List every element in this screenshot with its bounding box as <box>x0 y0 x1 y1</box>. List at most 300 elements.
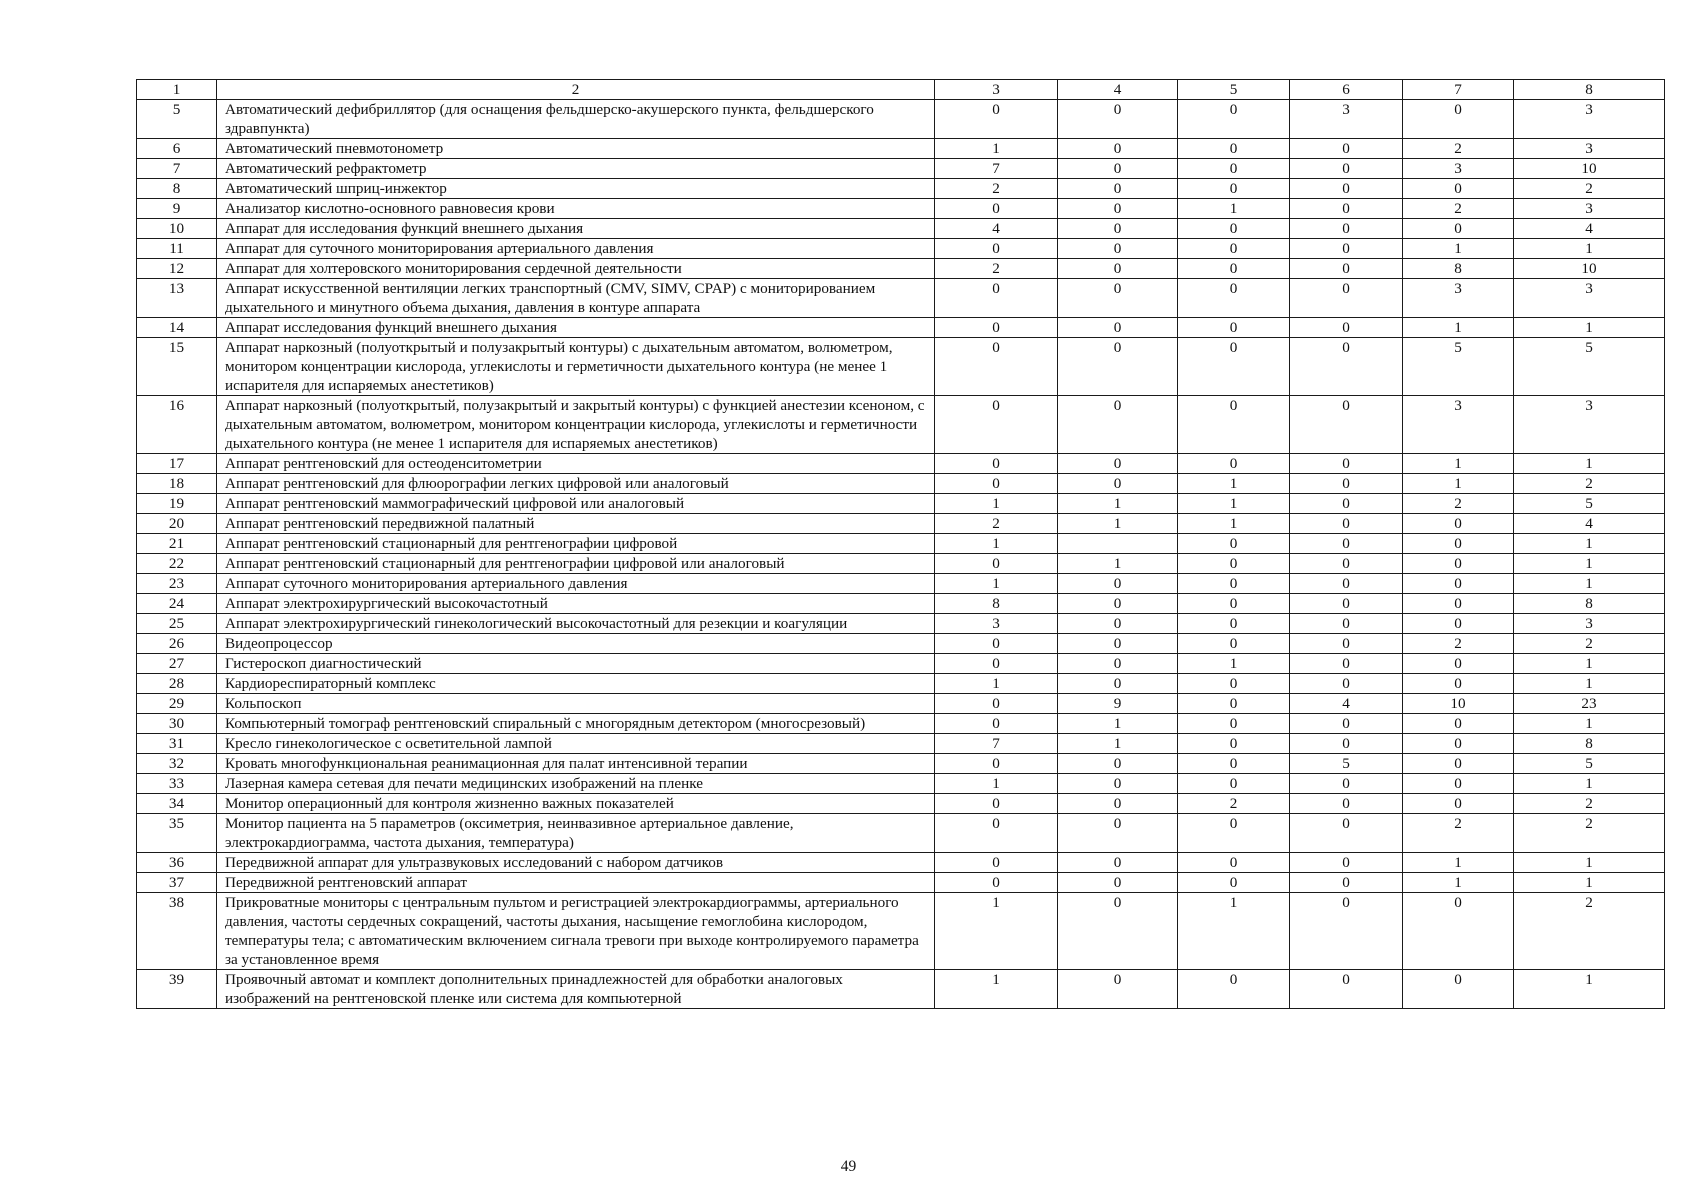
qty-col-4-cell: 0 <box>1058 159 1178 179</box>
row-number-cell: 10 <box>137 219 217 239</box>
qty-col-6-cell: 0 <box>1290 654 1403 674</box>
table-row <box>137 100 1665 139</box>
qty-col-4-cell: 1 <box>1058 714 1178 734</box>
qty-col-4-cell: 0 <box>1058 774 1178 794</box>
equipment-name-cell: Автоматический рефрактометр <box>217 159 935 179</box>
row-number-cell: 20 <box>137 514 217 534</box>
equipment-name-cell: Аппарат рентгеновский для остеоденситометрии <box>217 454 935 474</box>
row-number-cell: 28 <box>137 674 217 694</box>
qty-col-7-cell: 0 <box>1403 179 1514 199</box>
qty-total-cell: 4 <box>1514 514 1665 534</box>
qty-col-6-cell: 0 <box>1290 199 1403 219</box>
qty-col-7-cell: 0 <box>1403 614 1514 634</box>
equipment-name-cell: Прикроватные мониторы с центральным пультом и регистрацией электрокардиограммы, артериального давления, частоты сердечных сокращений, частоты дыхания, насыщение гемоглобина кислородом, температуры тела; с автоматическим включением сигнала тревоги при выходе контролируемого параметра за установленное время <box>217 893 935 970</box>
header-cell-col-7: 7 <box>1403 80 1514 100</box>
qty-col-7-cell: 1 <box>1403 474 1514 494</box>
qty-col-5-cell: 0 <box>1178 574 1290 594</box>
qty-col-3-cell: 0 <box>935 754 1058 774</box>
qty-col-5-cell: 0 <box>1178 396 1290 454</box>
qty-col-6-cell: 0 <box>1290 239 1403 259</box>
qty-total-cell: 1 <box>1514 970 1665 1009</box>
qty-col-7-cell: 2 <box>1403 494 1514 514</box>
qty-col-6-cell: 0 <box>1290 594 1403 614</box>
qty-col-7-cell: 1 <box>1403 853 1514 873</box>
qty-col-3-cell: 0 <box>935 853 1058 873</box>
table-row <box>137 159 1665 179</box>
qty-total-cell: 5 <box>1514 338 1665 396</box>
table-row <box>137 614 1665 634</box>
qty-col-7-cell: 1 <box>1403 318 1514 338</box>
qty-col-6-cell: 0 <box>1290 774 1403 794</box>
qty-col-3-cell: 0 <box>935 279 1058 318</box>
qty-col-4-cell: 0 <box>1058 674 1178 694</box>
header-cell-col-8: 8 <box>1514 80 1665 100</box>
qty-total-cell: 1 <box>1514 774 1665 794</box>
qty-col-3-cell: 0 <box>935 396 1058 454</box>
equipment-name-cell: Аппарат искусственной вентиляции легких транспортный (CMV, SIMV, CPAP) с мониторированием дыхательного и минутного объема дыхания, давления в контуре аппарата <box>217 279 935 318</box>
equipment-name-cell: Лазерная камера сетевая для печати медицинских изображений на пленке <box>217 774 935 794</box>
table-row <box>137 259 1665 279</box>
equipment-name-cell: Кольпоскоп <box>217 694 935 714</box>
row-number-cell: 14 <box>137 318 217 338</box>
qty-col-5-cell: 0 <box>1178 100 1290 139</box>
qty-col-6-cell: 0 <box>1290 318 1403 338</box>
table-row <box>137 574 1665 594</box>
equipment-name-cell: Аппарат для исследования функций внешнего дыхания <box>217 219 935 239</box>
qty-col-5-cell: 0 <box>1178 754 1290 774</box>
equipment-name-cell: Аппарат для холтеровского мониторирования сердечной деятельности <box>217 259 935 279</box>
qty-col-5-cell: 1 <box>1178 494 1290 514</box>
qty-col-4-cell: 0 <box>1058 279 1178 318</box>
qty-col-6-cell: 0 <box>1290 396 1403 454</box>
qty-col-5-cell: 0 <box>1178 594 1290 614</box>
qty-total-cell: 1 <box>1514 534 1665 554</box>
qty-col-3-cell: 3 <box>935 614 1058 634</box>
qty-col-3-cell: 1 <box>935 139 1058 159</box>
equipment-name-cell: Аппарат рентгеновский для флюорографии легких цифровой или аналоговый <box>217 474 935 494</box>
qty-col-3-cell: 0 <box>935 654 1058 674</box>
row-number-cell: 25 <box>137 614 217 634</box>
qty-col-6-cell: 0 <box>1290 454 1403 474</box>
qty-col-3-cell: 0 <box>935 338 1058 396</box>
qty-col-3-cell: 2 <box>935 179 1058 199</box>
equipment-name-cell: Кресло гинекологическое с осветительной лампой <box>217 734 935 754</box>
table-row <box>137 794 1665 814</box>
qty-col-6-cell: 0 <box>1290 634 1403 654</box>
qty-col-7-cell: 2 <box>1403 634 1514 654</box>
qty-col-4-cell: 0 <box>1058 318 1178 338</box>
qty-col-4-cell: 0 <box>1058 754 1178 774</box>
qty-col-5-cell: 0 <box>1178 318 1290 338</box>
qty-col-3-cell: 1 <box>935 534 1058 554</box>
qty-col-7-cell: 2 <box>1403 814 1514 853</box>
row-number-cell: 38 <box>137 893 217 970</box>
row-number-cell: 19 <box>137 494 217 514</box>
qty-col-5-cell: 0 <box>1178 534 1290 554</box>
qty-col-6-cell: 0 <box>1290 514 1403 534</box>
qty-col-7-cell: 0 <box>1403 219 1514 239</box>
qty-col-4-cell: 1 <box>1058 734 1178 754</box>
qty-total-cell: 2 <box>1514 794 1665 814</box>
qty-col-7-cell: 0 <box>1403 970 1514 1009</box>
qty-col-4-cell <box>1058 534 1178 554</box>
qty-col-5-cell: 1 <box>1178 199 1290 219</box>
qty-col-3-cell: 1 <box>935 970 1058 1009</box>
qty-col-3-cell: 4 <box>935 219 1058 239</box>
row-number-cell: 9 <box>137 199 217 219</box>
qty-col-4-cell: 0 <box>1058 219 1178 239</box>
qty-col-4-cell: 0 <box>1058 654 1178 674</box>
table-row <box>137 970 1665 1009</box>
qty-total-cell: 1 <box>1514 714 1665 734</box>
qty-col-6-cell: 0 <box>1290 674 1403 694</box>
qty-total-cell: 3 <box>1514 199 1665 219</box>
qty-col-5-cell: 2 <box>1178 794 1290 814</box>
qty-col-6-cell: 0 <box>1290 219 1403 239</box>
page-number: 49 <box>840 1158 857 1175</box>
row-number-cell: 11 <box>137 239 217 259</box>
table-row <box>137 774 1665 794</box>
qty-col-4-cell: 0 <box>1058 199 1178 219</box>
qty-col-4-cell: 0 <box>1058 794 1178 814</box>
qty-total-cell: 1 <box>1514 853 1665 873</box>
qty-col-3-cell: 0 <box>935 634 1058 654</box>
row-number-cell: 26 <box>137 634 217 654</box>
qty-col-5-cell: 0 <box>1178 219 1290 239</box>
qty-total-cell: 8 <box>1514 734 1665 754</box>
table-row <box>137 814 1665 853</box>
qty-total-cell: 23 <box>1514 694 1665 714</box>
qty-col-3-cell: 0 <box>935 554 1058 574</box>
equipment-name-cell: Автоматический пневмотонометр <box>217 139 935 159</box>
qty-col-3-cell: 0 <box>935 814 1058 853</box>
qty-total-cell: 1 <box>1514 454 1665 474</box>
qty-col-5-cell: 1 <box>1178 474 1290 494</box>
qty-col-3-cell: 0 <box>935 239 1058 259</box>
qty-col-5-cell: 0 <box>1178 279 1290 318</box>
qty-total-cell: 2 <box>1514 814 1665 853</box>
table-row <box>137 594 1665 614</box>
equipment-name-cell: Аппарат наркозный (полуоткрытый, полузакрытый и закрытый контуры) с функцией анестезии ксеноном, с дыхательным автоматом, волюметром, монитором концентрации кислорода, углекислоты и герметичности дыхательного контура (не менее 1 испарителя для испаряемых анестетиков) <box>217 396 935 454</box>
qty-col-7-cell: 0 <box>1403 734 1514 754</box>
row-number-cell: 21 <box>137 534 217 554</box>
equipment-name-cell: Аппарат для суточного мониторирования артериального давления <box>217 239 935 259</box>
qty-col-4-cell: 0 <box>1058 179 1178 199</box>
qty-col-6-cell: 0 <box>1290 554 1403 574</box>
equipment-name-cell: Кровать многофункциональная реанимационная для палат интенсивной терапии <box>217 754 935 774</box>
table-header-row <box>137 80 1665 100</box>
table-row <box>137 694 1665 714</box>
qty-col-5-cell: 0 <box>1178 714 1290 734</box>
qty-col-7-cell: 2 <box>1403 199 1514 219</box>
qty-col-3-cell: 1 <box>935 494 1058 514</box>
row-number-cell: 27 <box>137 654 217 674</box>
qty-col-7-cell: 0 <box>1403 674 1514 694</box>
qty-col-4-cell: 0 <box>1058 396 1178 454</box>
table-row <box>137 474 1665 494</box>
row-number-cell: 34 <box>137 794 217 814</box>
qty-col-3-cell: 0 <box>935 794 1058 814</box>
qty-col-4-cell: 0 <box>1058 259 1178 279</box>
qty-col-4-cell: 0 <box>1058 853 1178 873</box>
header-cell-col-6: 6 <box>1290 80 1403 100</box>
qty-col-6-cell: 0 <box>1290 734 1403 754</box>
qty-col-6-cell: 0 <box>1290 794 1403 814</box>
qty-col-7-cell: 10 <box>1403 694 1514 714</box>
row-number-cell: 29 <box>137 694 217 714</box>
qty-total-cell: 3 <box>1514 139 1665 159</box>
qty-col-5-cell: 1 <box>1178 514 1290 534</box>
equipment-name-cell: Аппарат электрохирургический высокочастотный <box>217 594 935 614</box>
table-body <box>137 100 1665 1009</box>
equipment-name-cell: Компьютерный томограф рентгеновский спиральный с многорядным детектором (многосрезовый) <box>217 714 935 734</box>
table-row <box>137 893 1665 970</box>
qty-total-cell: 10 <box>1514 159 1665 179</box>
equipment-name-cell: Аппарат рентгеновский стационарный для рентгенографии цифровой <box>217 534 935 554</box>
qty-col-7-cell: 1 <box>1403 873 1514 893</box>
qty-total-cell: 1 <box>1514 674 1665 694</box>
qty-col-5-cell: 0 <box>1178 614 1290 634</box>
row-number-cell: 8 <box>137 179 217 199</box>
qty-col-4-cell: 0 <box>1058 634 1178 654</box>
qty-col-7-cell: 8 <box>1403 259 1514 279</box>
qty-total-cell: 2 <box>1514 893 1665 970</box>
qty-col-3-cell: 0 <box>935 714 1058 734</box>
equipment-name-cell: Видеопроцессор <box>217 634 935 654</box>
equipment-table <box>136 79 1665 1009</box>
qty-total-cell: 1 <box>1514 318 1665 338</box>
table-row <box>137 239 1665 259</box>
table-row <box>137 554 1665 574</box>
qty-col-6-cell: 0 <box>1290 873 1403 893</box>
row-number-cell: 15 <box>137 338 217 396</box>
equipment-name-cell: Проявочный автомат и комплект дополнительных принадлежностей для обработки аналоговых изображений на рентгеновской пленке или система для компьютерной <box>217 970 935 1009</box>
qty-col-4-cell: 0 <box>1058 239 1178 259</box>
qty-col-7-cell: 0 <box>1403 774 1514 794</box>
qty-col-7-cell: 0 <box>1403 514 1514 534</box>
qty-col-6-cell: 0 <box>1290 614 1403 634</box>
qty-total-cell: 1 <box>1514 654 1665 674</box>
qty-col-7-cell: 3 <box>1403 279 1514 318</box>
qty-total-cell: 4 <box>1514 219 1665 239</box>
qty-total-cell: 2 <box>1514 634 1665 654</box>
equipment-name-cell: Кардиореспираторный комплекс <box>217 674 935 694</box>
qty-col-7-cell: 5 <box>1403 338 1514 396</box>
equipment-name-cell: Аппарат рентгеновский передвижной палатный <box>217 514 935 534</box>
qty-col-6-cell: 5 <box>1290 754 1403 774</box>
qty-col-6-cell: 0 <box>1290 474 1403 494</box>
table-row <box>137 454 1665 474</box>
qty-col-4-cell: 0 <box>1058 893 1178 970</box>
qty-col-6-cell: 0 <box>1290 574 1403 594</box>
qty-total-cell: 1 <box>1514 574 1665 594</box>
equipment-name-cell: Аппарат рентгеновский стационарный для рентгенографии цифровой или аналоговый <box>217 554 935 574</box>
table-row <box>137 338 1665 396</box>
table-row <box>137 179 1665 199</box>
qty-col-4-cell: 0 <box>1058 970 1178 1009</box>
qty-col-4-cell: 0 <box>1058 574 1178 594</box>
qty-col-3-cell: 0 <box>935 474 1058 494</box>
qty-col-7-cell: 0 <box>1403 554 1514 574</box>
qty-col-7-cell: 0 <box>1403 754 1514 774</box>
qty-col-4-cell: 1 <box>1058 514 1178 534</box>
qty-col-3-cell: 0 <box>935 100 1058 139</box>
row-number-cell: 24 <box>137 594 217 614</box>
qty-col-7-cell: 0 <box>1403 654 1514 674</box>
qty-col-5-cell: 0 <box>1178 554 1290 574</box>
row-number-cell: 16 <box>137 396 217 454</box>
qty-col-6-cell: 0 <box>1290 534 1403 554</box>
equipment-name-cell: Аппарат наркозный (полуоткрытый и полузакрытый контуры) с дыхательным автоматом, волюметром, монитором концентрации кислорода, углекислоты и герметичности дыхательного контура (не менее 1 испарителя для испаряемых анестетиков) <box>217 338 935 396</box>
equipment-name-cell: Монитор операционный для контроля жизненно важных показателей <box>217 794 935 814</box>
qty-col-5-cell: 1 <box>1178 893 1290 970</box>
qty-col-3-cell: 0 <box>935 694 1058 714</box>
qty-col-3-cell: 2 <box>935 514 1058 534</box>
qty-col-5-cell: 0 <box>1178 259 1290 279</box>
qty-total-cell: 2 <box>1514 179 1665 199</box>
qty-col-3-cell: 7 <box>935 159 1058 179</box>
row-number-cell: 7 <box>137 159 217 179</box>
qty-col-5-cell: 0 <box>1178 674 1290 694</box>
row-number-cell: 23 <box>137 574 217 594</box>
qty-col-3-cell: 0 <box>935 454 1058 474</box>
row-number-cell: 17 <box>137 454 217 474</box>
qty-col-5-cell: 0 <box>1178 814 1290 853</box>
qty-col-7-cell: 1 <box>1403 454 1514 474</box>
table-row <box>137 139 1665 159</box>
qty-col-5-cell: 0 <box>1178 853 1290 873</box>
qty-total-cell: 1 <box>1514 873 1665 893</box>
qty-total-cell: 8 <box>1514 594 1665 614</box>
table-row <box>137 396 1665 454</box>
table-row <box>137 514 1665 534</box>
row-number-cell: 30 <box>137 714 217 734</box>
qty-col-4-cell: 0 <box>1058 873 1178 893</box>
table-row <box>137 754 1665 774</box>
qty-col-3-cell: 1 <box>935 893 1058 970</box>
table-row <box>137 199 1665 219</box>
equipment-name-cell: Монитор пациента на 5 параметров (оксиметрия, неинвазивное артериальное давление, электрокардиограмма, частота дыхания, температура) <box>217 814 935 853</box>
table-row <box>137 279 1665 318</box>
qty-col-6-cell: 0 <box>1290 853 1403 873</box>
qty-col-5-cell: 0 <box>1178 873 1290 893</box>
qty-col-7-cell: 0 <box>1403 100 1514 139</box>
table-row <box>137 318 1665 338</box>
qty-total-cell: 2 <box>1514 474 1665 494</box>
qty-col-7-cell: 2 <box>1403 139 1514 159</box>
qty-col-5-cell: 0 <box>1178 634 1290 654</box>
qty-col-4-cell: 0 <box>1058 614 1178 634</box>
qty-col-3-cell: 0 <box>935 199 1058 219</box>
qty-col-6-cell: 0 <box>1290 714 1403 734</box>
qty-col-6-cell: 0 <box>1290 259 1403 279</box>
row-number-cell: 18 <box>137 474 217 494</box>
qty-col-5-cell: 1 <box>1178 654 1290 674</box>
qty-total-cell: 5 <box>1514 754 1665 774</box>
row-number-cell: 35 <box>137 814 217 853</box>
qty-col-6-cell: 0 <box>1290 338 1403 396</box>
row-number-cell: 36 <box>137 853 217 873</box>
row-number-cell: 32 <box>137 754 217 774</box>
qty-col-5-cell: 0 <box>1178 970 1290 1009</box>
qty-col-7-cell: 3 <box>1403 396 1514 454</box>
qty-col-6-cell: 0 <box>1290 159 1403 179</box>
qty-col-3-cell: 1 <box>935 574 1058 594</box>
qty-col-4-cell: 0 <box>1058 338 1178 396</box>
table-row <box>137 634 1665 654</box>
qty-col-7-cell: 0 <box>1403 794 1514 814</box>
equipment-name-cell: Передвижной рентгеновский аппарат <box>217 873 935 893</box>
qty-col-5-cell: 0 <box>1178 179 1290 199</box>
equipment-name-cell: Аппарат рентгеновский маммографический цифровой или аналоговый <box>217 494 935 514</box>
qty-col-6-cell: 0 <box>1290 139 1403 159</box>
qty-col-4-cell: 9 <box>1058 694 1178 714</box>
qty-col-7-cell: 0 <box>1403 714 1514 734</box>
qty-col-3-cell: 7 <box>935 734 1058 754</box>
row-number-cell: 22 <box>137 554 217 574</box>
qty-col-5-cell: 0 <box>1178 139 1290 159</box>
qty-col-4-cell: 0 <box>1058 100 1178 139</box>
qty-col-5-cell: 0 <box>1178 774 1290 794</box>
qty-col-6-cell: 0 <box>1290 494 1403 514</box>
qty-col-6-cell: 0 <box>1290 279 1403 318</box>
qty-col-6-cell: 4 <box>1290 694 1403 714</box>
row-number-cell: 6 <box>137 139 217 159</box>
qty-total-cell: 10 <box>1514 259 1665 279</box>
header-cell-col-2: 2 <box>217 80 935 100</box>
table-row <box>137 219 1665 239</box>
qty-col-3-cell: 0 <box>935 873 1058 893</box>
row-number-cell: 5 <box>137 100 217 139</box>
qty-total-cell: 3 <box>1514 396 1665 454</box>
qty-col-4-cell: 0 <box>1058 594 1178 614</box>
table-row <box>137 714 1665 734</box>
qty-col-7-cell: 0 <box>1403 574 1514 594</box>
qty-total-cell: 5 <box>1514 494 1665 514</box>
qty-col-5-cell: 0 <box>1178 694 1290 714</box>
table-row <box>137 654 1665 674</box>
qty-col-4-cell: 0 <box>1058 814 1178 853</box>
qty-col-3-cell: 2 <box>935 259 1058 279</box>
equipment-name-cell: Автоматический шприц-инжектор <box>217 179 935 199</box>
equipment-name-cell: Гистероскоп диагностический <box>217 654 935 674</box>
qty-col-3-cell: 1 <box>935 774 1058 794</box>
row-number-cell: 39 <box>137 970 217 1009</box>
table-row <box>137 853 1665 873</box>
qty-col-5-cell: 0 <box>1178 454 1290 474</box>
qty-total-cell: 1 <box>1514 554 1665 574</box>
qty-col-6-cell: 0 <box>1290 814 1403 853</box>
equipment-name-cell: Аппарат исследования функций внешнего дыхания <box>217 318 935 338</box>
qty-col-7-cell: 1 <box>1403 239 1514 259</box>
qty-col-4-cell: 1 <box>1058 494 1178 514</box>
table-row <box>137 534 1665 554</box>
header-cell-col-5: 5 <box>1178 80 1290 100</box>
qty-col-6-cell: 3 <box>1290 100 1403 139</box>
qty-col-4-cell: 0 <box>1058 139 1178 159</box>
row-number-cell: 12 <box>137 259 217 279</box>
qty-col-4-cell: 1 <box>1058 554 1178 574</box>
table-row <box>137 674 1665 694</box>
qty-col-3-cell: 1 <box>935 674 1058 694</box>
table-row <box>137 734 1665 754</box>
qty-total-cell: 3 <box>1514 614 1665 634</box>
header-cell-col-1: 1 <box>137 80 217 100</box>
qty-total-cell: 3 <box>1514 279 1665 318</box>
qty-col-6-cell: 0 <box>1290 893 1403 970</box>
qty-col-3-cell: 0 <box>935 318 1058 338</box>
qty-total-cell: 3 <box>1514 100 1665 139</box>
